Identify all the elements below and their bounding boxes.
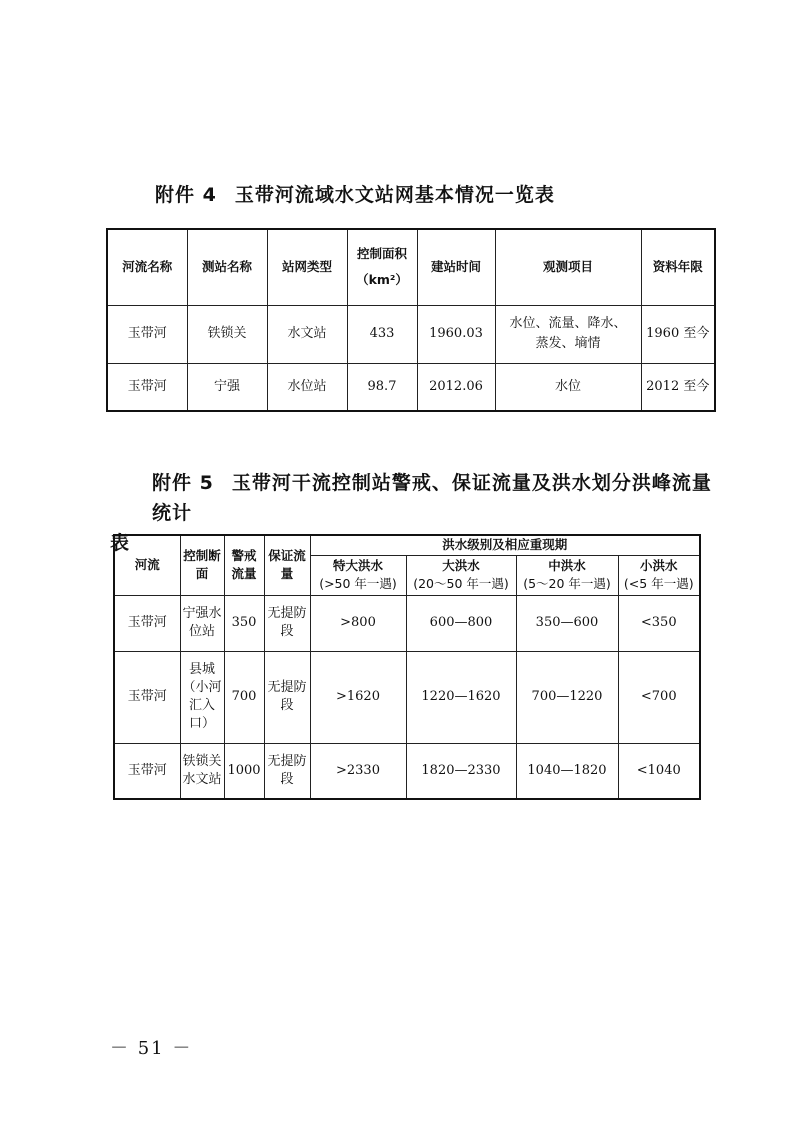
level-name: 大洪水 xyxy=(442,558,480,573)
annex5-header-level-minor xyxy=(618,555,700,595)
cell-extreme: >800 xyxy=(310,595,406,651)
annex5-header-level-moderate xyxy=(516,555,618,595)
cell-type: 水文站 xyxy=(267,305,347,363)
annex4-header-row xyxy=(107,229,715,305)
cell-warning: 700 xyxy=(224,651,264,743)
cell-items: 水位 xyxy=(495,363,641,411)
cell-major: 600—800 xyxy=(406,595,516,651)
cell-built: 1960.03 xyxy=(417,305,495,363)
cell-guarantee: 无提防段 xyxy=(264,743,310,799)
level-period: (>50 年一遇) xyxy=(319,576,397,591)
annex5-header-level-major xyxy=(406,555,516,595)
table-row xyxy=(114,743,700,799)
annex4-header-items: 观测项目 xyxy=(495,229,641,305)
cell-built: 2012.06 xyxy=(417,363,495,411)
cell-section: 县城（小河汇入口） xyxy=(180,651,224,743)
level-name: 小洪水 xyxy=(640,558,678,573)
cell-area: 98.7 xyxy=(347,363,417,411)
cell-river: 玉带河 xyxy=(114,743,180,799)
cell-guarantee: 无提防段 xyxy=(264,651,310,743)
annex5-header-section: 控制断面 xyxy=(180,535,224,595)
cell-moderate: 1040—1820 xyxy=(516,743,618,799)
cell-minor: <350 xyxy=(618,595,700,651)
annex4-header-river: 河流名称 xyxy=(107,229,187,305)
annex5-header-warning: 警戒流量 xyxy=(224,535,264,595)
level-name: 中洪水 xyxy=(548,558,586,573)
cell-river: 玉带河 xyxy=(107,305,187,363)
table-row xyxy=(107,305,715,363)
annex5-header-guarantee: 保证流量 xyxy=(264,535,310,595)
cell-extreme: >1620 xyxy=(310,651,406,743)
annex4-header-area xyxy=(347,229,417,305)
annex4-header-type: 站网类型 xyxy=(267,229,347,305)
cell-station: 宁强 xyxy=(187,363,267,411)
page-number: － 51 － xyxy=(110,1038,193,1059)
cell-river: 玉带河 xyxy=(114,651,180,743)
annex5-header-group: 洪水级别及相应重现期 xyxy=(310,535,700,555)
cell-section: 宁强水位站 xyxy=(180,595,224,651)
cell-section: 铁锁关水文站 xyxy=(180,743,224,799)
annex5-table xyxy=(113,534,701,800)
cell-river: 玉带河 xyxy=(107,363,187,411)
annex4-header-area-line1: 控制面积 xyxy=(356,246,407,262)
annex5-title-line2: 表 xyxy=(110,532,131,554)
annex4-header-station: 测站名称 xyxy=(187,229,267,305)
annex4-header-built: 建站时间 xyxy=(417,229,495,305)
annex4-header-years: 资料年限 xyxy=(641,229,715,305)
cell-guarantee: 无提防段 xyxy=(264,595,310,651)
cell-moderate: 700—1220 xyxy=(516,651,618,743)
level-name: 特大洪水 xyxy=(332,558,383,573)
level-period: (<5 年一遇) xyxy=(623,576,694,591)
cell-major: 1820—2330 xyxy=(406,743,516,799)
annex4-title: 玉带河流域水文站网基本情况一览表 xyxy=(234,184,555,206)
cell-river: 玉带河 xyxy=(114,595,180,651)
annex5-header-row xyxy=(114,535,700,555)
cell-type: 水位站 xyxy=(267,363,347,411)
cell-warning: 1000 xyxy=(224,743,264,799)
annex5-header-river: 河流 xyxy=(114,535,180,595)
cell-years: 2012 至今 xyxy=(641,363,715,411)
cell-extreme: >2330 xyxy=(310,743,406,799)
annex4-table xyxy=(106,228,716,412)
annex4-label: 附件 4 xyxy=(155,184,217,206)
table-row xyxy=(114,651,700,743)
annex5-title-line1: 玉带河干流控制站警戒、保证流量及洪水划分洪峰流量统计 xyxy=(152,472,712,524)
cell-moderate: 350—600 xyxy=(516,595,618,651)
level-period: (20～50 年一遇) xyxy=(413,576,509,591)
annex5-label: 附件 5 xyxy=(152,472,214,494)
annex5-header-level-extreme xyxy=(310,555,406,595)
cell-minor: <700 xyxy=(618,651,700,743)
table-row xyxy=(114,595,700,651)
cell-warning: 350 xyxy=(224,595,264,651)
level-period: (5～20 年一遇) xyxy=(523,576,611,591)
cell-years: 1960 至今 xyxy=(641,305,715,363)
annex4-heading xyxy=(155,180,555,207)
cell-station: 铁锁关 xyxy=(187,305,267,363)
cell-items: 水位、流量、降水、蒸发、墒情 xyxy=(495,305,641,363)
cell-minor: <1040 xyxy=(618,743,700,799)
table-row xyxy=(107,363,715,411)
annex4-header-area-line2: （km²） xyxy=(356,272,408,288)
cell-area: 433 xyxy=(347,305,417,363)
cell-major: 1220—1620 xyxy=(406,651,516,743)
